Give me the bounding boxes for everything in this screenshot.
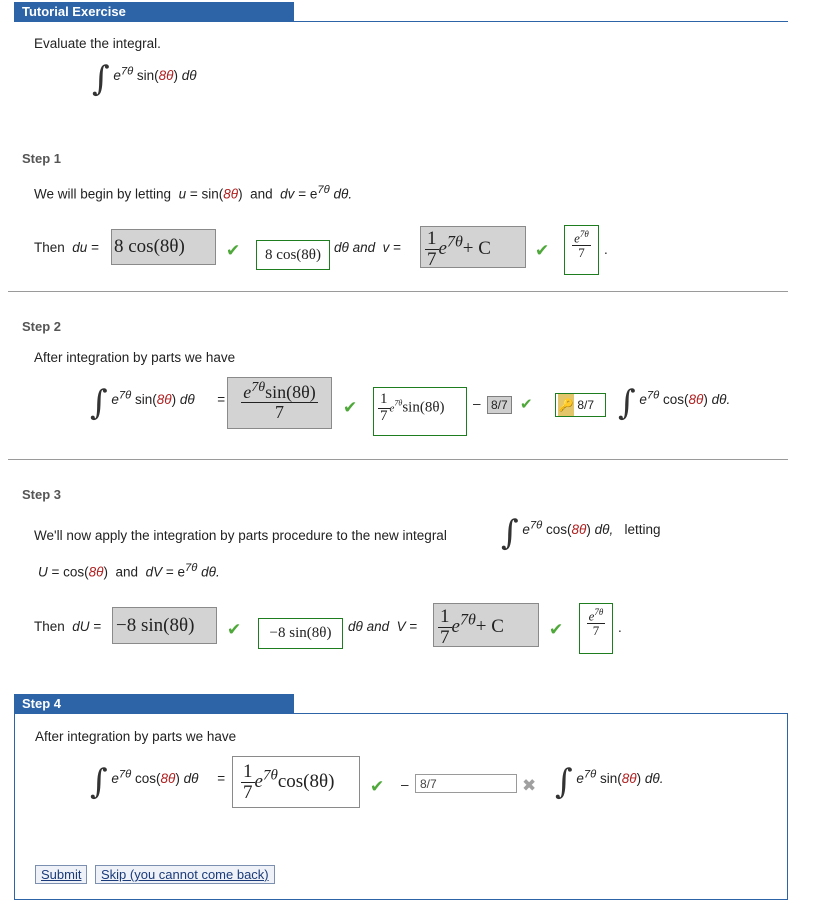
dtheta-and-v: dθ and v = xyxy=(334,240,402,255)
step4-minus: – xyxy=(401,777,409,792)
step3-then: Then dU = xyxy=(34,619,102,634)
skip-button[interactable]: Skip (you cannot come back) xyxy=(95,865,275,884)
dtheta-and-V: dθ and V = xyxy=(348,619,418,634)
v-answer-entered[interactable]: $\frac{1}{7}$ $e^{7\theta}+ C$ xyxy=(420,226,526,268)
step4-lhs: ∫ $e^{7\theta}$ cos(8θ) dθ = xyxy=(90,762,226,802)
header-rule xyxy=(14,21,788,22)
step4-correct-check-icon: ✔ xyxy=(370,777,385,796)
step2-lhs: ∫ $e^{7\theta}$ sin(8θ) dθ = xyxy=(90,383,226,423)
step1-period: . xyxy=(604,242,608,257)
step3-title: Step 3 xyxy=(22,487,62,502)
step4-coef-input[interactable] xyxy=(415,774,517,793)
step1-then: Then du = xyxy=(34,240,99,255)
step2-minus: – xyxy=(473,396,481,411)
step2-intro: After integration by parts we have xyxy=(34,350,236,365)
tutorial-header: Tutorial Exercise xyxy=(14,2,294,22)
v-correct-answer: $\frac{e^{7\theta}}{7}$ xyxy=(564,225,599,275)
step3-new-integral: ∫ $e^{7\theta}$ cos(8θ) dθ, letting xyxy=(501,513,661,553)
integral-sign-icon: ∫ xyxy=(555,762,573,802)
integral-sign-icon: ∫ xyxy=(618,383,636,423)
step2-correct-check-icon: ✔ xyxy=(343,398,358,417)
step4-answer-entered[interactable]: $\frac{1}{7}$ $e^{7\theta}\cos(8\theta)$ xyxy=(232,756,360,808)
step4-incorrect-x-icon: ✖ xyxy=(522,776,537,795)
step2-coef-entered[interactable]: 8/7 xyxy=(487,396,512,414)
step1-intro: We will begin by letting u = sin(8θ) and dv = $e^{7\theta}$ dθ. xyxy=(34,184,353,202)
submit-button[interactable]: Submit xyxy=(35,865,87,884)
dU-correct-check-icon: ✔ xyxy=(227,620,242,639)
step2-coef-answer: 🔑 8/7 xyxy=(555,393,606,417)
du-correct-answer: 8 cos(8θ) xyxy=(256,240,330,270)
du-answer-entered[interactable]: 8 cos(8θ) xyxy=(111,229,216,265)
step3-letting: U = cos(8θ) and dV = $e^{7\theta}$ dθ. xyxy=(38,562,220,580)
integral-sign-icon: ∫ xyxy=(90,762,108,802)
step3-intro: We'll now apply the integration by parts procedure to the new integral xyxy=(34,528,447,543)
step1-title: Step 1 xyxy=(22,151,62,166)
step4-intro: After integration by parts we have xyxy=(35,729,237,744)
step2-rhs: ∫ $e^{7\theta}$ cos(8θ) dθ. xyxy=(618,383,731,423)
V-correct-answer: $\frac{e^{7\theta}}{7}$ xyxy=(579,603,613,654)
dU-answer-entered[interactable]: −8 sin(8θ) xyxy=(112,607,217,644)
step2-title: Step 2 xyxy=(22,319,62,334)
V-correct-check-icon: ✔ xyxy=(549,620,564,639)
integral-sign-icon: ∫ xyxy=(92,59,110,99)
step4-title: Step 4 xyxy=(14,694,294,714)
integral-sign-icon: ∫ xyxy=(90,383,108,423)
problem-prompt: Evaluate the integral. xyxy=(34,36,161,51)
step2-coef-check-icon: ✔ xyxy=(520,396,533,413)
divider-1 xyxy=(8,291,788,292)
V-answer-entered[interactable]: $\frac{1}{7}$ $e^{7\theta}+ C$ xyxy=(433,603,539,647)
step2-correct-answer: $\frac{1}{7}$ $e^{7\theta}\sin(8\theta)$ xyxy=(373,387,467,436)
step2-answer-entered[interactable]: $\frac{e^{7\theta}\sin(8\theta)}{7}$ xyxy=(227,377,332,429)
integral-sign-icon: ∫ xyxy=(501,513,519,553)
divider-2 xyxy=(8,459,788,460)
problem-integral: ∫ $e^{7\theta}$ sin(8θ) dθ xyxy=(92,59,197,99)
key-icon[interactable]: 🔑 xyxy=(558,394,574,416)
dU-correct-answer: −8 sin(8θ) xyxy=(258,618,343,649)
v-correct-check-icon: ✔ xyxy=(535,241,550,260)
step3-period: . xyxy=(618,620,622,635)
step4-rhs: ∫ $e^{7\theta}$ sin(8θ) dθ. xyxy=(555,762,664,802)
du-correct-check-icon: ✔ xyxy=(226,241,241,260)
